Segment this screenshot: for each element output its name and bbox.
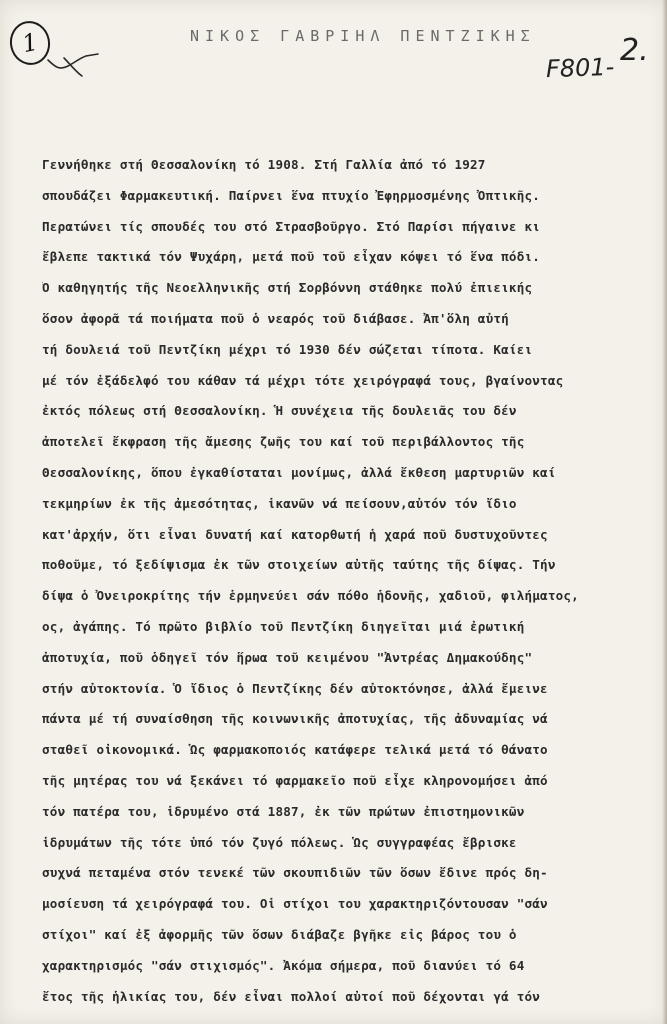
handwritten-scribble — [46, 52, 101, 80]
text-line: στίχοι" καί ἐξ ἀφορμῆς τῶν ὅσων διάβαζε βγῆκε εἰς βάρος του ὁ — [42, 926, 517, 942]
text-line: ἔβλεπε τακτικά τόν Ψυχάρη, μετά ποῦ τοῦ εἶχαν κόψει τό ἕνα πόδι. — [42, 249, 541, 265]
text-line: Γεννήθηκε στή Θεσσαλονίκη τό 1908. Στή Γαλλία ἀπό τό 1927 — [42, 157, 486, 172]
text-line: συχνά πεταμένα στόν τενεκέ τῶν σκουπιδιῶν τῶν ὅσων ἔδινε πρός δη- — [42, 865, 548, 881]
text-line: ὅσον ἀφορᾶ τά ποιήματα ποῦ ὁ νεαρός τοῦ διάβασε. Ἀπ'ὅλη αὐτή — [42, 310, 509, 326]
author-heading: ΝΙΚΟΣ ΓΑΒΡΙΗΛ ΠΕΝΤΖΙΚΗΣ — [190, 27, 536, 45]
circled-page-marker: 1 — [6, 17, 54, 68]
text-line: ἀποτυχία, ποῦ ὁδηγεῖ τόν ἥρωα τοῦ κειμένου "Ἀντρέας Δημακούδης" — [42, 649, 533, 665]
text-line: ποθοῦμε, τό ξεδίψισμα ἐκ τῶν στοιχείων αὐτῆς ταύτης τῆς δίψας. Τήν — [42, 557, 556, 573]
text-line: Θεσσαλονίκης, ὅπου ἐγκαθίσταται μονίμως, ἀλλά ἔκθεση μαρτυριῶν καί — [42, 464, 556, 480]
text-line: σπουδάζει Φαρμακευτική. Παίρνει ἕνα πτυχίο Ἐφηρμοσμένης Ὀπτικῆς. — [42, 187, 541, 203]
text-line: τῆς μητέρας του νά ξεκάνει τό φαρμακεῖο ποῦ εἶχε κληρονομήσει ἀπό — [42, 772, 548, 788]
text-line: στήν αὐτοκτονία. Ὁ ἴδιος ὁ Πεντζίκης δέν αὐτοκτόνησε, ἀλλά ἔμεινε — [42, 680, 548, 696]
text-line: Ὁ καθηγητής τῆς Νεοελληνικῆς στή Σορβόννη στάθηκε πολύ ἐπιεικής — [42, 280, 533, 296]
text-line: ἀποτελεῖ ἔκφραση τῆς ἄμεσης ζωῆς του καί τοῦ περιβάλλοντος τῆς — [42, 434, 525, 450]
typed-body-text — [42, 150, 654, 1012]
text-line: ἔτος τῆς ἡλικίας του, δέν εἶναι πολλοί αὐτοί ποῦ δέχονται γά τόν — [42, 988, 541, 1004]
text-line: πάντα μέ τή συναίσθηση τῆς κοινωνικῆς ἀποτυχίας, τῆς ἀδυναμίας νά — [42, 711, 548, 727]
text-line: χαρακτηρισμός "σάν στιχισμός". Ἀκόμα σήμερα, ποῦ διανύει τό 64 — [42, 957, 525, 973]
text-line: δίψα ὁ Ὀνειροκρίτης τήν ἑρμηνεύει σάν πόθο ἡδονῆς, χαδιοῦ, φιλήματος, — [42, 588, 579, 604]
text-line: τόν πατέρα του, ἱδρυμένο στά 1887, ἐκ τῶν πρώτων ἐπιστημονικῶν — [42, 803, 525, 819]
page-number: 2. — [620, 33, 649, 68]
text-line: ἱδρυμάτων τῆς τότε ὑπό τόν ζυγό πόλεως. Ὡς συγγραφέας ἔβρισκε — [42, 834, 517, 850]
text-line: Περατώνει τίς σπουδές του στό Στρασβοῦργο. Στό Παρίσι πήγαινε κι — [42, 218, 541, 234]
text-line: σταθεῖ οἰκονομικά. Ὡς φαρμακοποιός κατάφερε τελικά μετά τό θάνατο — [42, 742, 548, 758]
page-edge-shadow — [662, 0, 667, 1024]
text-line: κατ'ἀρχήν, ὅτι εἶναι δυνατή καί κατορθωτή ἡ χαρά ποῦ δυστυχοῦντες — [42, 526, 548, 542]
text-line: ἐκτός πόλεως στή Θεσσαλονίκη. Ἡ συνέχεια τῆς δουλειᾶς του δέν — [42, 403, 517, 419]
text-line: ος, ἀγάπης. Τό πρῶτο βιβλίο τοῦ Πεντζίκη διηγεῖται μιά ἐρωτική — [42, 618, 525, 634]
text-line: μέ τόν ἐξάδελφό του κάθαν τά μέχρι τότε χειρόγραφά τους, βγαίνοντας — [42, 372, 564, 388]
text-line: τή δουλειά τοῦ Πεντζίκη μέχρι τό 1930 δέν σώζεται τίποτα. Καίει — [42, 341, 533, 357]
text-line: μοσίευση τά χειρόγραφά του. Οἱ στίχοι του χαρακτηριζόντουσαν "σάν — [42, 896, 548, 912]
text-line: τεκμηρίων ἐκ τῆς ἀμεσότητας, ἱκανῶν νά πείσουν,αὐτόν τόν ἴδιο — [42, 495, 517, 511]
archive-reference: F801- — [545, 52, 615, 84]
